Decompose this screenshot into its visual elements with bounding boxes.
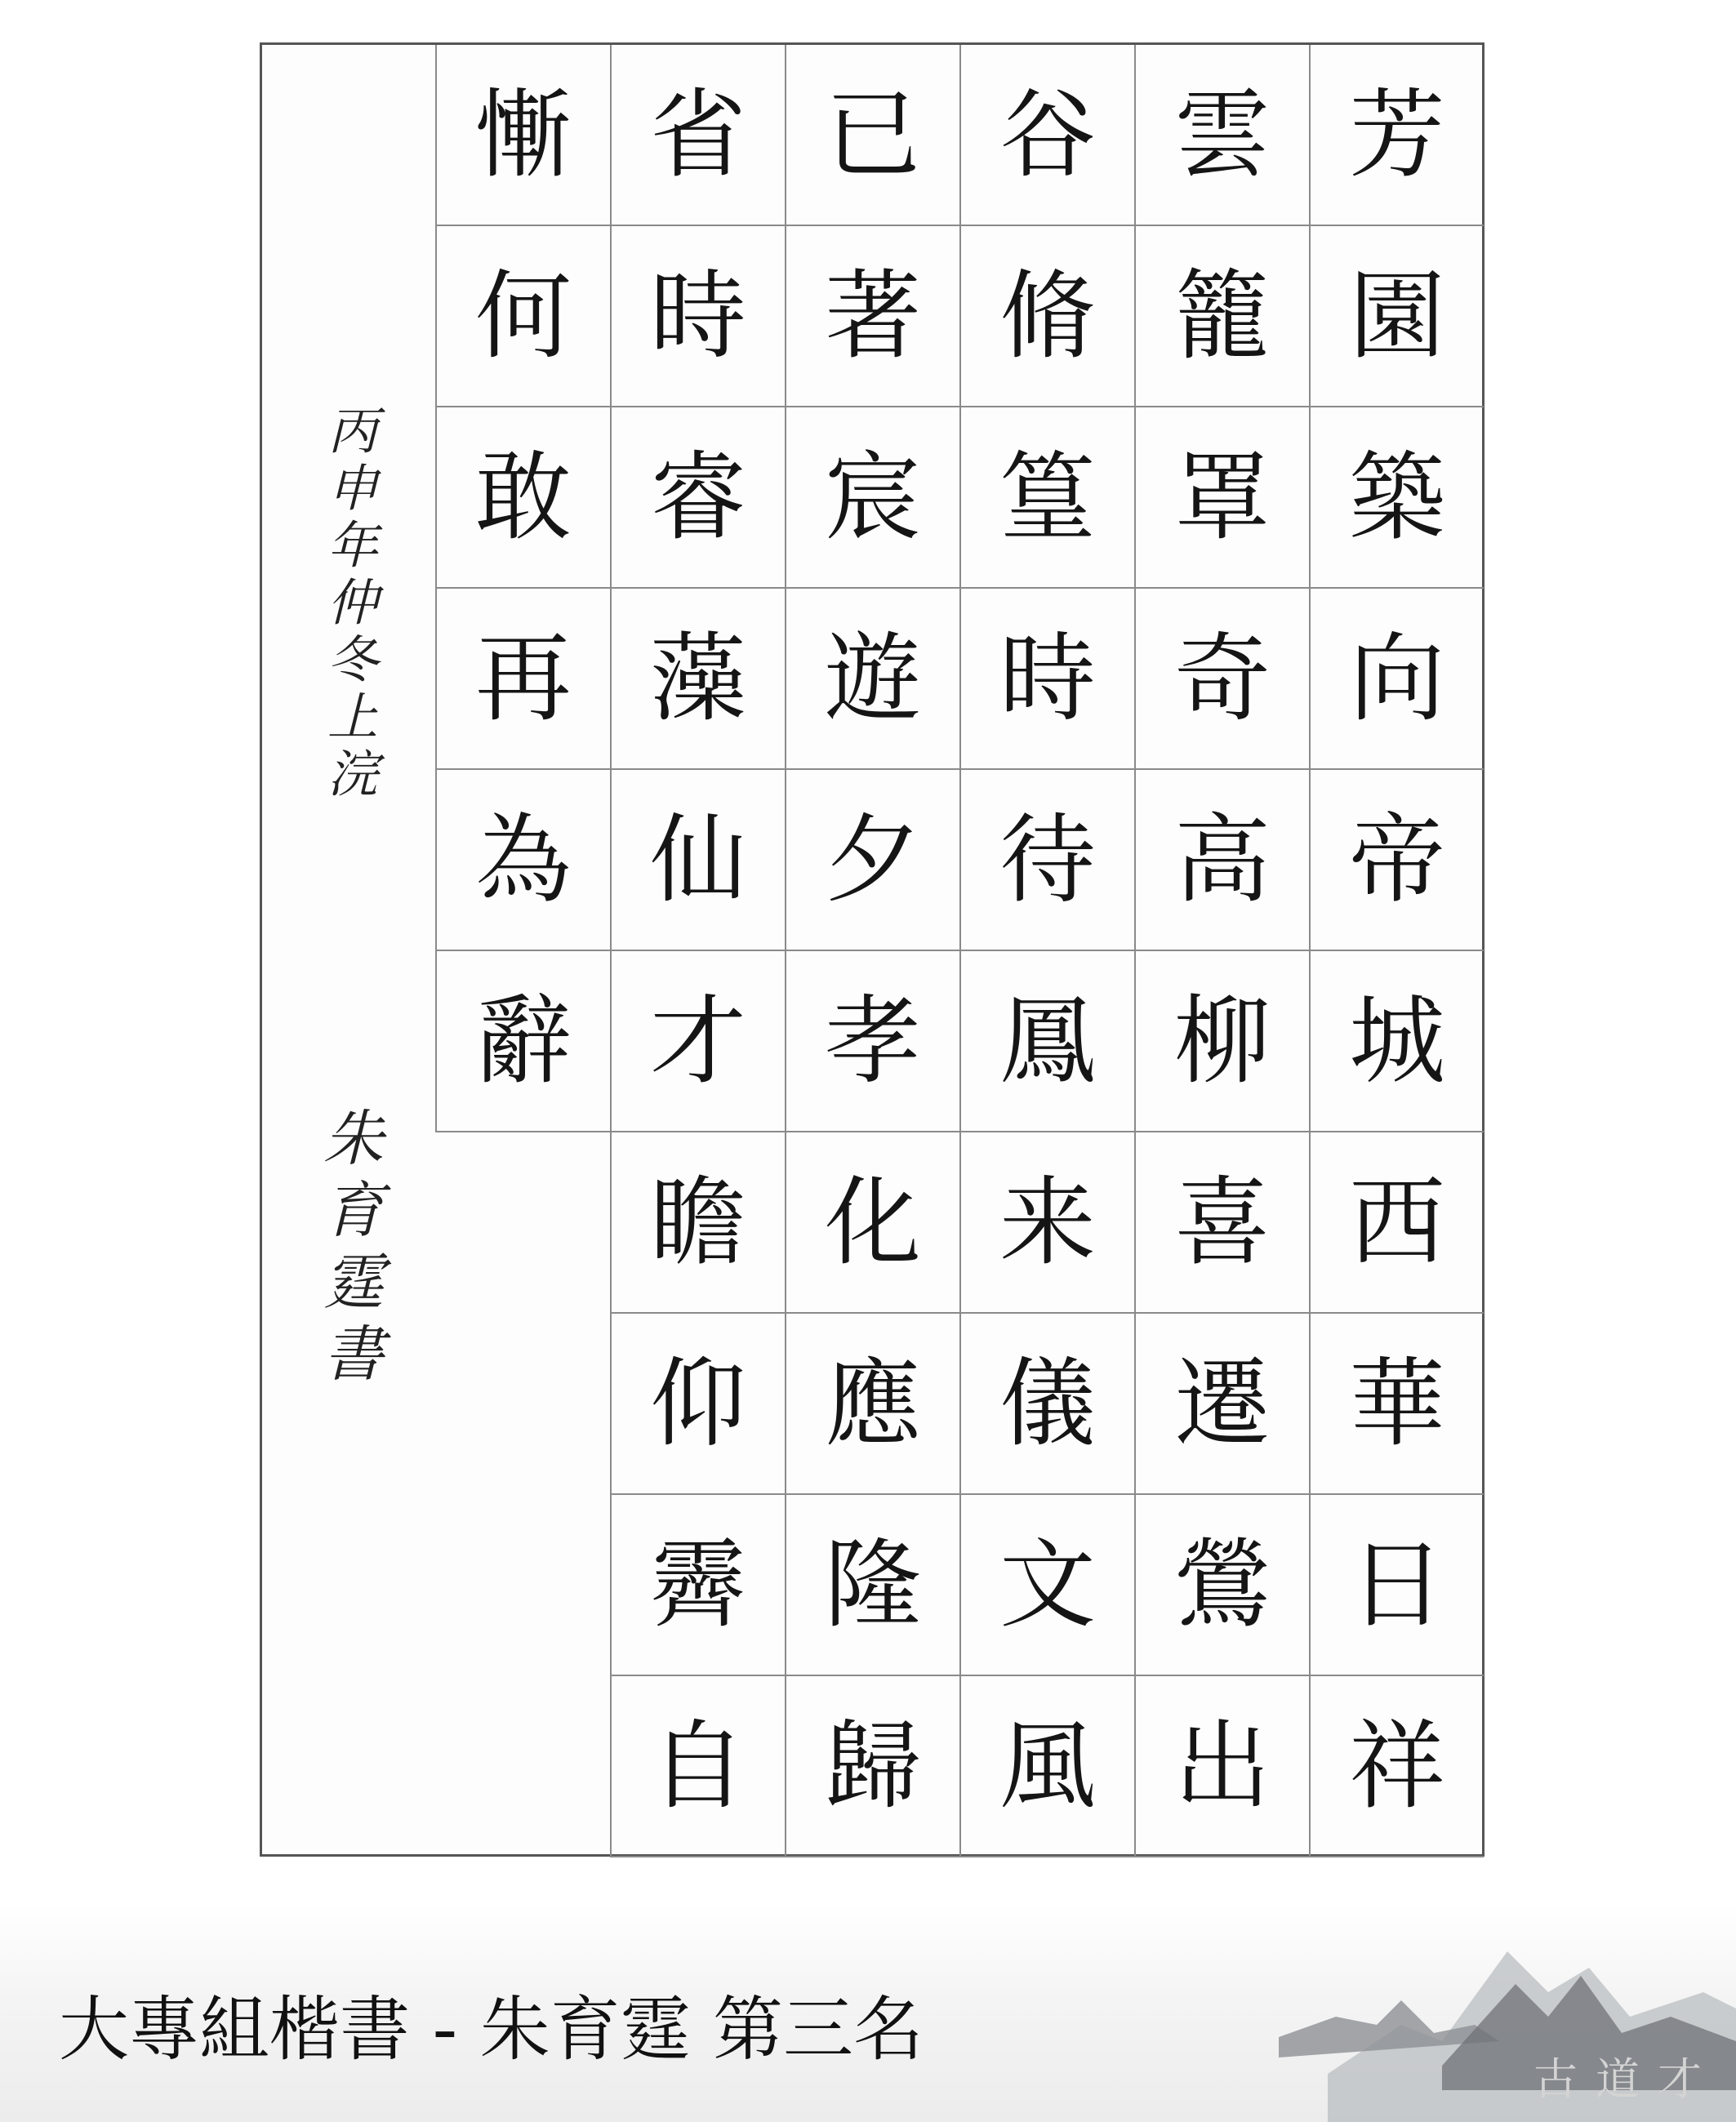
character-cell: 脩 [959, 226, 1134, 407]
character-cell: 篁 [959, 407, 1134, 589]
character-cell: 罩 [1134, 407, 1309, 589]
character-cell: 辭 [435, 951, 610, 1132]
character-cell: 睿 [610, 407, 785, 589]
character-cell: 帝 [1309, 770, 1484, 951]
character-cell: 籠 [1134, 226, 1309, 407]
character-cell: 祥 [1309, 1676, 1484, 1857]
character-cell: 遊 [785, 589, 959, 770]
character-cell: 向 [1309, 589, 1484, 770]
character-cell: 谷 [959, 45, 1134, 226]
character-cell: 華 [1309, 1314, 1484, 1495]
character-cell: 隆 [785, 1495, 959, 1676]
calligraphy-sheet [260, 42, 1485, 1857]
character-cell: 喜 [1134, 1132, 1309, 1314]
character-cell: 再 [435, 589, 610, 770]
character-cell: 歸 [785, 1676, 959, 1857]
character-cell: 遷 [1134, 1314, 1309, 1495]
character-cell: 園 [1309, 226, 1484, 407]
character-cell: 鶯 [1134, 1495, 1309, 1676]
character-cell: 雲 [1134, 45, 1309, 226]
character-cell: 文 [959, 1495, 1134, 1676]
character-cell: 宸 [785, 407, 959, 589]
character-cell: 瞻 [610, 1132, 785, 1314]
character-cell: 時 [610, 226, 785, 407]
character-cell: 西 [1309, 1132, 1484, 1314]
character-cell: 已 [785, 45, 959, 226]
character-cell: 待 [959, 770, 1134, 951]
character-cell: 鳳 [959, 951, 1134, 1132]
character-cell: 為 [435, 770, 610, 951]
character-cell: 風 [959, 1676, 1134, 1857]
character-cell: 来 [959, 1132, 1134, 1314]
character-cell: 築 [1309, 407, 1484, 589]
character-cell: 柳 [1134, 951, 1309, 1132]
character-cell: 化 [785, 1132, 959, 1314]
footer-banner [0, 1902, 1736, 2122]
character-cell: 霽 [610, 1495, 785, 1676]
character-cell: 芳 [1309, 45, 1484, 226]
date-inscription: 丙申年仲冬上浣 [318, 404, 379, 804]
character-cell: 夕 [785, 770, 959, 951]
colophon [262, 45, 435, 1854]
character-cell: 孝 [785, 951, 959, 1132]
watermark-text: 古道才 [1533, 2053, 1720, 2105]
character-cell: 應 [785, 1314, 959, 1495]
character-cell: 著 [785, 226, 959, 407]
character-cell: 敢 [435, 407, 610, 589]
caption: 大專組楷書 - 朱育霆 第三名 [59, 1989, 924, 2071]
character-cell: 自 [610, 1676, 785, 1857]
character-cell: 高 [1134, 770, 1309, 951]
character-cell: 才 [610, 951, 785, 1132]
character-cell: 慚 [435, 45, 610, 226]
signature: 朱育霆書 [314, 1106, 384, 1394]
character-cell: 省 [610, 45, 785, 226]
character-cell: 出 [1134, 1676, 1309, 1857]
character-cell: 城 [1309, 951, 1484, 1132]
character-cell: 奇 [1134, 589, 1309, 770]
character-cell: 時 [959, 589, 1134, 770]
character-cell: 日 [1309, 1495, 1484, 1676]
character-cell: 藻 [610, 589, 785, 770]
character-cell: 何 [435, 226, 610, 407]
character-cell: 仙 [610, 770, 785, 951]
character-cell: 仰 [610, 1314, 785, 1495]
character-cell: 儀 [959, 1314, 1134, 1495]
